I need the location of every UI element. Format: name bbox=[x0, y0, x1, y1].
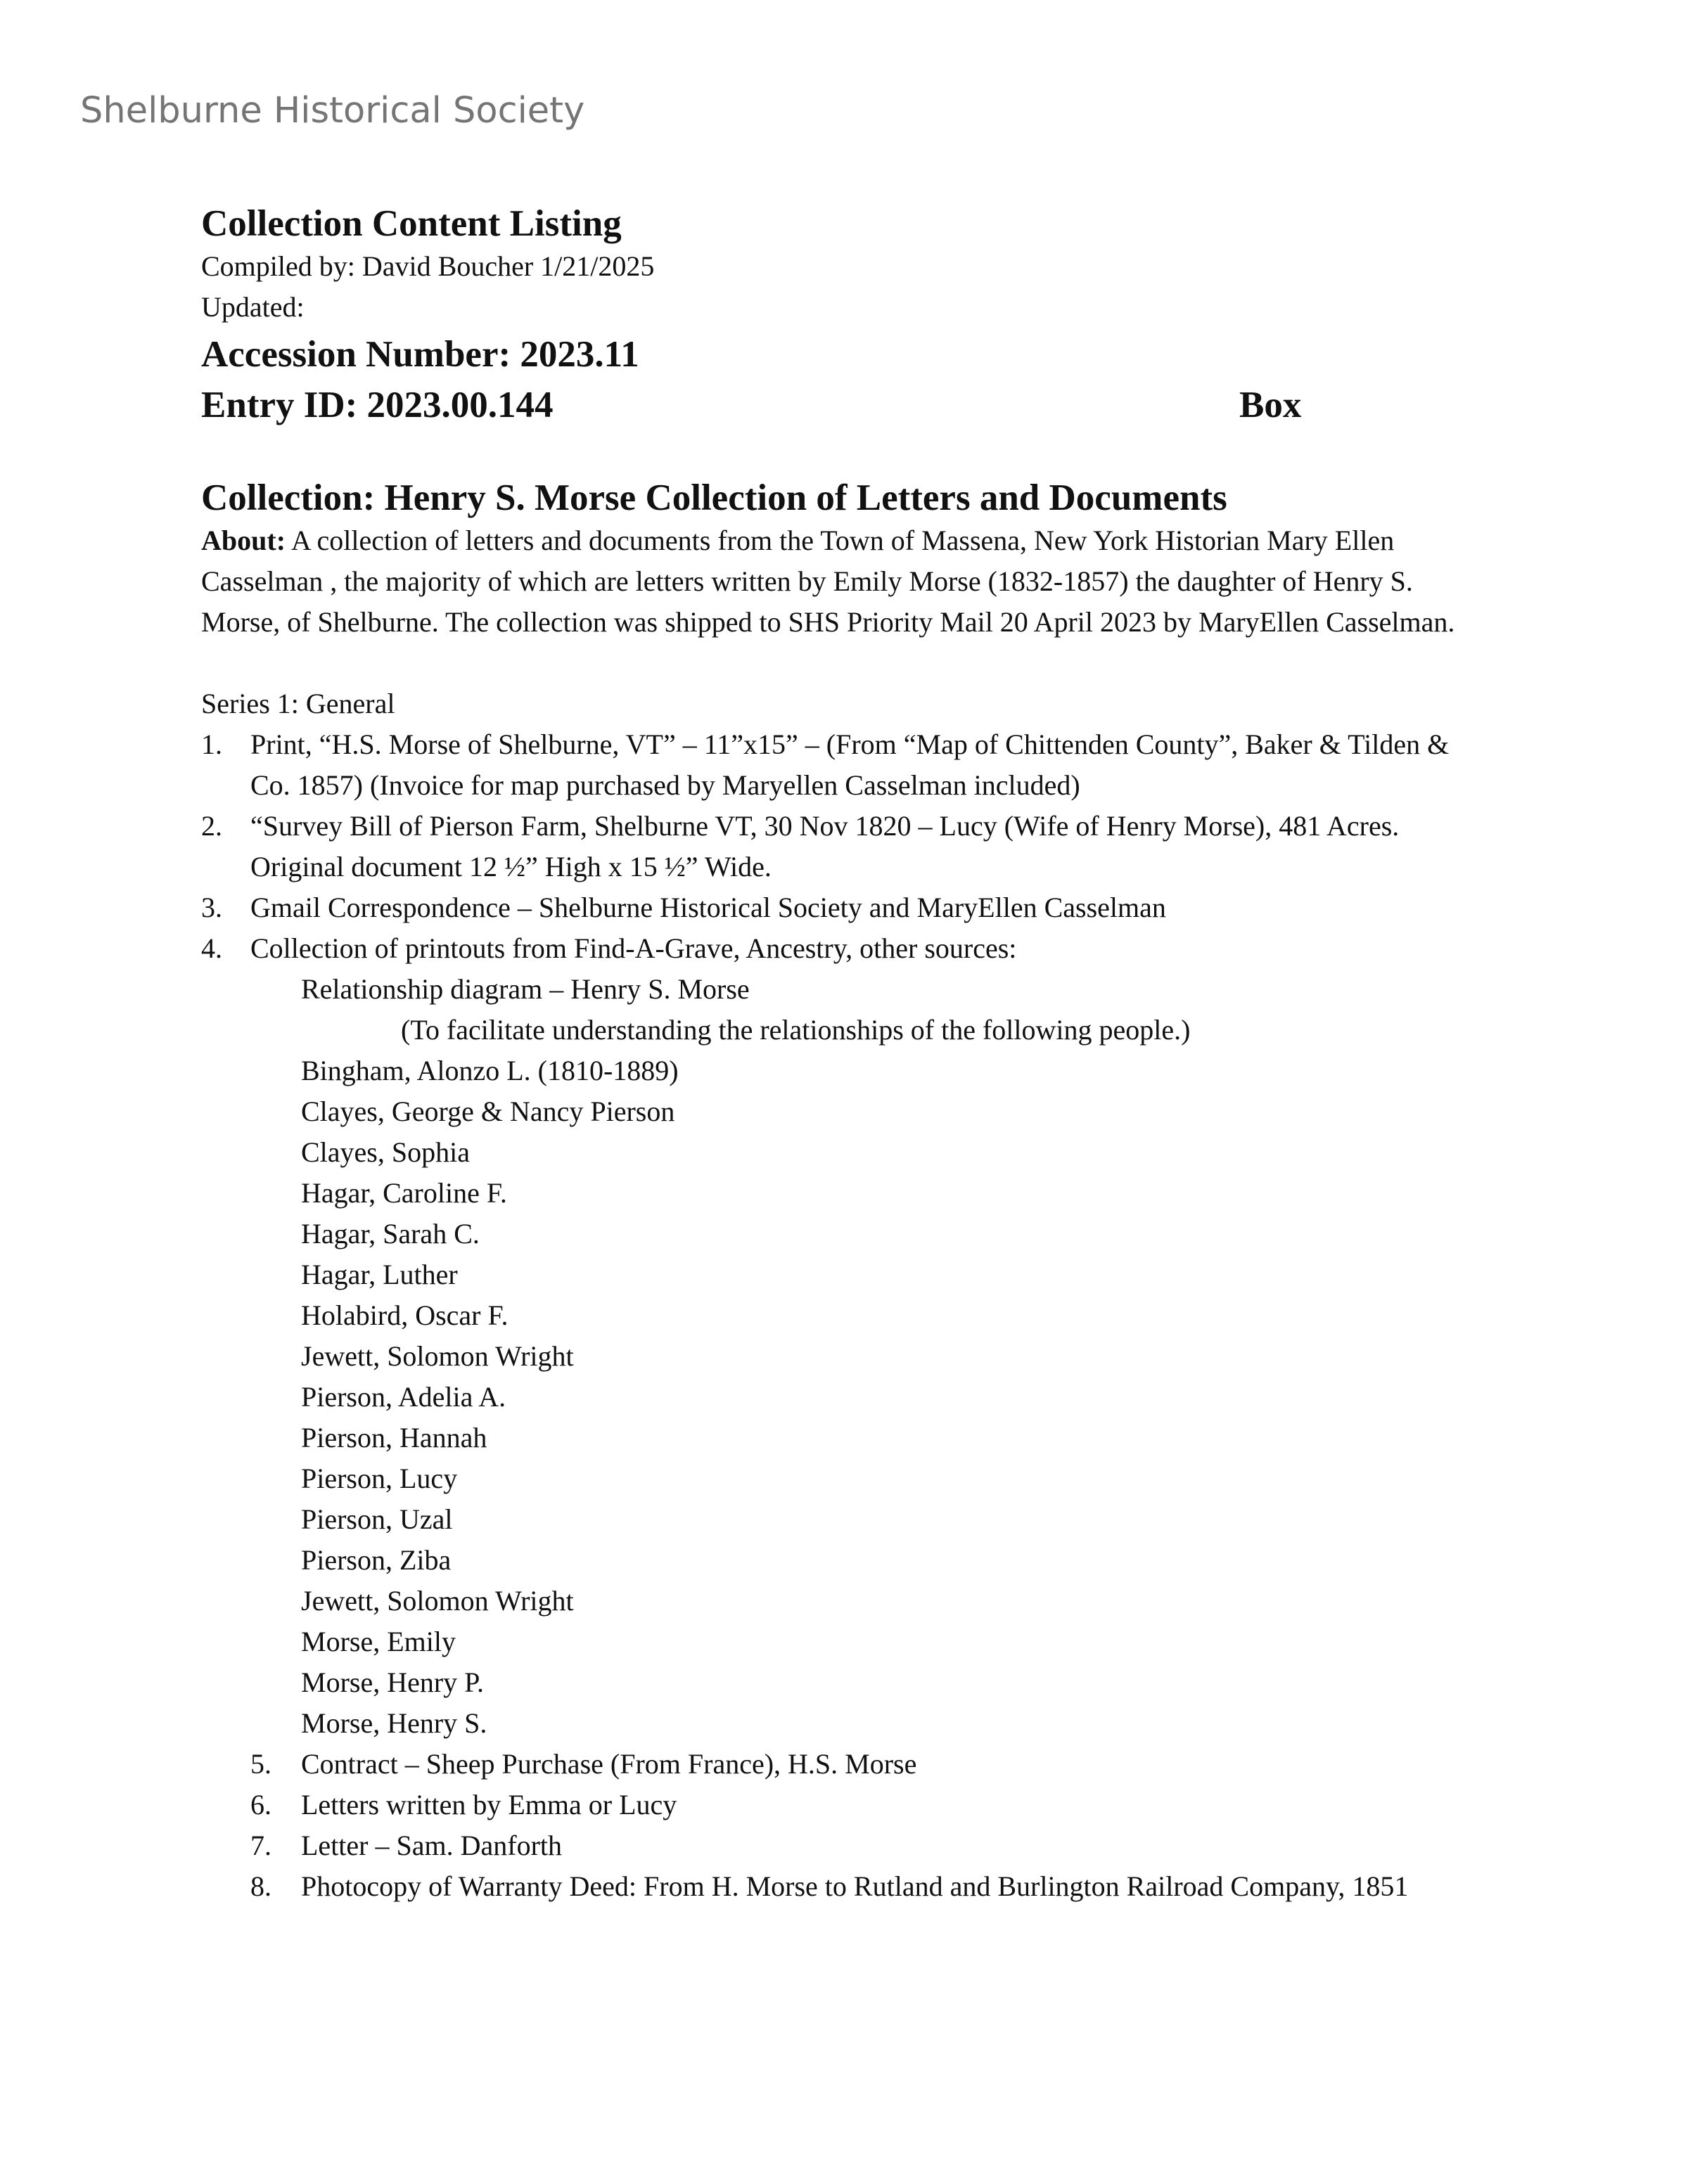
box-label: Box bbox=[1239, 385, 1302, 425]
list-item bbox=[201, 724, 1495, 806]
printout-name: Hagar, Luther bbox=[301, 1259, 458, 1290]
list-item bbox=[201, 1866, 1495, 1907]
printout-name: Hagar, Caroline F. bbox=[301, 1177, 507, 1209]
item-number: 1. bbox=[201, 728, 222, 760]
printout-name: Jewett, Solomon Wright bbox=[301, 1585, 574, 1617]
item-text: “Survey Bill of Pierson Farm, Shelburne VT, 30 Nov 1820 – Lucy (Wife of Henry Morse), 481 Acres. Original document 12 ½” High x 15 ½” Wide. bbox=[250, 810, 1400, 882]
list-item bbox=[201, 887, 1495, 928]
printout-name: Pierson, Adelia A. bbox=[301, 1381, 506, 1413]
printout-name: Clayes, George & Nancy Pierson bbox=[301, 1096, 675, 1127]
item-number: 2. bbox=[201, 810, 222, 842]
item-number: 6. bbox=[250, 1789, 271, 1820]
printout-name: Clayes, Sophia bbox=[301, 1136, 470, 1168]
collection-title: Collection: Henry S. Morse Collection of Letters and Documents bbox=[201, 477, 1227, 518]
item-number: 3. bbox=[201, 892, 222, 923]
list-item bbox=[201, 1744, 1495, 1785]
series-items bbox=[201, 724, 1495, 1907]
item-number: 8. bbox=[250, 1870, 271, 1902]
about-paragraph bbox=[201, 520, 1495, 643]
list-item bbox=[201, 806, 1495, 887]
list-item bbox=[201, 1785, 1495, 1825]
item-text: Gmail Correspondence – Shelburne Historical Society and MaryEllen Casselman bbox=[250, 892, 1166, 923]
item-number: 5. bbox=[250, 1748, 271, 1780]
accession-number: Accession Number: 2023.11 bbox=[201, 334, 639, 375]
printout-name: Morse, Emily bbox=[301, 1626, 456, 1657]
item-text: Letter – Sam. Danforth bbox=[301, 1830, 562, 1861]
item-text: Contract – Sheep Purchase (From France), H.S. Morse bbox=[301, 1748, 917, 1780]
item-text: Collection of printouts from Find-A-Grave, Ancestry, other sources: bbox=[250, 932, 1017, 964]
item-text: Photocopy of Warranty Deed: From H. Morse to Rutland and Burlington Railroad Company, 1851 bbox=[301, 1870, 1409, 1902]
compiled-by: Compiled by: David Boucher 1/21/2025 bbox=[201, 250, 655, 282]
printout-name: Morse, Henry P. bbox=[301, 1666, 484, 1698]
item-number: 7. bbox=[250, 1830, 271, 1861]
list-item bbox=[201, 1825, 1495, 1866]
printout-name: Holabird, Oscar F. bbox=[301, 1299, 509, 1331]
list-item bbox=[201, 928, 1495, 969]
entry-row bbox=[201, 380, 1495, 430]
printout-name: Hagar, Sarah C. bbox=[301, 1218, 480, 1250]
item-text: Print, “H.S. Morse of Shelburne, VT” – 11”x15” – (From “Map of Chittenden County”, Baker & Tilden & Co. 1857) (Invoice for map purchased by Maryellen Casselman included) bbox=[250, 728, 1450, 801]
printout-name: Morse, Henry S. bbox=[301, 1707, 487, 1739]
relationship-diagram: Relationship diagram – Henry S. Morse bbox=[301, 973, 750, 1005]
entry-id: Entry ID: 2023.00.144 bbox=[201, 385, 554, 425]
printout-name: Pierson, Ziba bbox=[301, 1544, 452, 1576]
printout-name: Pierson, Hannah bbox=[301, 1422, 487, 1453]
about-text: A collection of letters and documents from the Town of Massena, New York Historian Mary Ellen Casselman , the majority of which are letters written by Emily Morse (1832-1857) the daughter of Henry S. Morse, of Shelburne. The collection was shipped to SHS Priority Mail 20 April 2023 by MaryEllen Casselman. bbox=[201, 525, 1455, 638]
printout-name: Jewett, Solomon Wright bbox=[301, 1340, 574, 1372]
organization-header: Shelburne Historical Society bbox=[80, 90, 585, 131]
printout-name: Pierson, Uzal bbox=[301, 1503, 453, 1535]
series-title: Series 1: General bbox=[201, 688, 395, 719]
printout-name: Pierson, Lucy bbox=[301, 1463, 458, 1494]
updated-label: Updated: bbox=[201, 291, 305, 323]
diagram-note: (To facilitate understanding the relationships of the following people.) bbox=[401, 1014, 1191, 1046]
about-label: About: bbox=[201, 525, 286, 556]
printout-name: Bingham, Alonzo L. (1810-1889) bbox=[301, 1055, 679, 1086]
item-number: 4. bbox=[201, 932, 222, 964]
document-body bbox=[201, 201, 1495, 1907]
item-text: Letters written by Emma or Lucy bbox=[301, 1789, 677, 1820]
listing-title: Collection Content Listing bbox=[201, 203, 622, 244]
